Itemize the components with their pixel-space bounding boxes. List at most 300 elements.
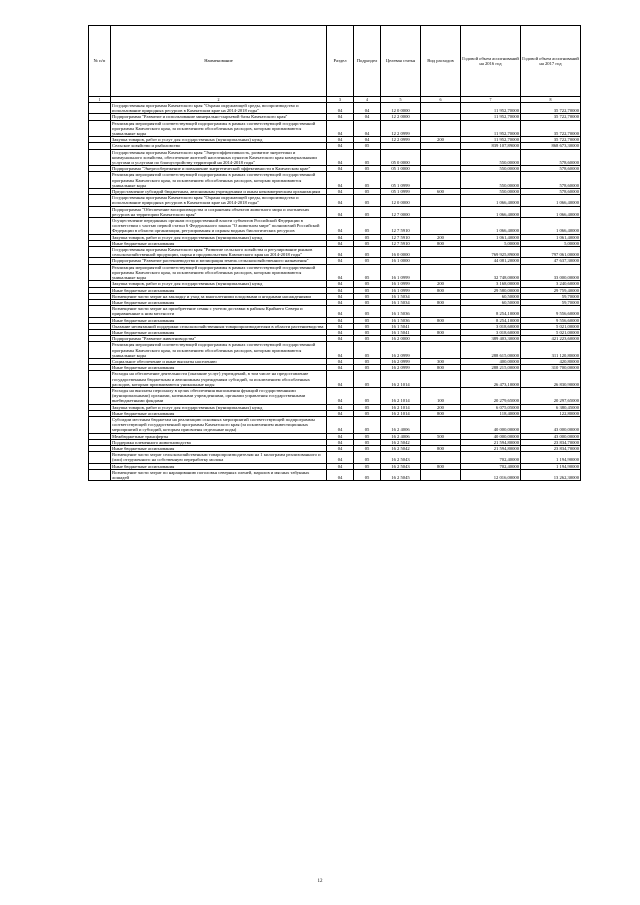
header-2017: Годовой объем ассигнований на 2017 год xyxy=(521,26,581,97)
cell-name: Оказание несвязанной поддержки сельскохозяйственным товаропроизводителям в области растениеводства xyxy=(111,323,327,329)
cell-podrazdel: 05 xyxy=(354,189,381,195)
cell-razdel: 04 xyxy=(327,452,354,463)
cell-2016: 1 066,40000 xyxy=(461,206,521,217)
cell-razdel: 04 xyxy=(327,439,354,445)
cell-podrazdel: 05 xyxy=(354,195,381,206)
col-num-2: 2 xyxy=(111,97,327,103)
cell-razdel: 04 xyxy=(327,206,354,217)
cell-expense-type: 300 xyxy=(421,358,461,364)
cell-podrazdel: 05 xyxy=(354,247,381,258)
cell-podrazdel: 05 xyxy=(354,258,381,264)
cell-2016: 3 018,60000 xyxy=(461,329,521,335)
cell-name: Иные бюджетные ассигнования xyxy=(111,317,327,323)
cell-name: Иные бюджетные ассигнования xyxy=(111,410,327,416)
cell-2017: 122,80000 xyxy=(521,410,581,416)
cell-podrazdel: 05 xyxy=(354,469,381,480)
cell-num xyxy=(89,120,111,137)
cell-2016: 21 594,80000 xyxy=(461,439,521,445)
cell-name: Подпрограмма "Развитие растениеводства и мелиорация земель сельскохозяйственного назначения" xyxy=(111,258,327,264)
cell-name: Возмещение части затрат на приобретение семян с учетом доставки в районы Крайнего Севера и приравненные к ним местности xyxy=(111,306,327,317)
cell-target-article: 16 1 5034 xyxy=(381,293,421,299)
cell-2016: 288 615,00000 xyxy=(461,342,521,359)
cell-num xyxy=(89,206,111,217)
cell-name: Подпрограмма "Энергосбережение и повышение энергетической эффективности в Камчатском крае" xyxy=(111,166,327,172)
cell-name: Возмещение части затрат на закладку и уход за многолетними плодовыми и ягодными насаждениями xyxy=(111,293,327,299)
cell-2016: 288 215,00000 xyxy=(461,365,521,371)
cell-num xyxy=(89,247,111,258)
cell-2016: 11 952,70000 xyxy=(461,120,521,137)
cell-podrazdel: 05 xyxy=(354,358,381,364)
cell-target-article: 16 1 0999 xyxy=(381,287,421,293)
cell-2016: 1 066,40000 xyxy=(461,195,521,206)
cell-target-article: 05 1 0999 xyxy=(381,189,421,195)
cell-podrazdel: 04 xyxy=(354,137,381,143)
cell-2017: 1 066,40000 xyxy=(521,195,581,206)
cell-target-article: 05 1 0000 xyxy=(381,166,421,172)
cell-2017: 9 556,60000 xyxy=(521,317,581,323)
cell-razdel: 04 xyxy=(327,247,354,258)
cell-2017: 310 700,00000 xyxy=(521,365,581,371)
table-row xyxy=(89,264,581,281)
cell-target-article: 16 2 1014 xyxy=(381,387,421,404)
cell-podrazdel: 05 xyxy=(354,323,381,329)
cell-num xyxy=(89,469,111,480)
cell-2017: 29 759,40000 xyxy=(521,287,581,293)
cell-2017: 578,60000 xyxy=(521,189,581,195)
col-num-4: 4 xyxy=(354,97,381,103)
cell-razdel: 04 xyxy=(327,365,354,371)
cell-expense-type xyxy=(421,264,461,281)
cell-expense-type: 600 xyxy=(421,189,461,195)
cell-expense-type xyxy=(421,120,461,137)
cell-num xyxy=(89,218,111,235)
cell-2017: 23 834,70000 xyxy=(521,439,581,445)
cell-2017: 35 722,70000 xyxy=(521,120,581,137)
cell-name: Государственная программа Камчатского края "Развитие сельского хозяйства и регулирование рынков сельскохозяйственной продукции, сырья и продовольствия Камчатского края на 2014-2018 годы" xyxy=(111,247,327,258)
cell-podrazdel: 05 xyxy=(354,299,381,305)
cell-2017: 35 722,70000 xyxy=(521,137,581,143)
cell-razdel: 04 xyxy=(327,195,354,206)
cell-razdel: 04 xyxy=(327,323,354,329)
table-body xyxy=(89,103,581,481)
cell-2016: 11 952,70000 xyxy=(461,103,521,114)
cell-target-article: 16 2 4006 xyxy=(381,433,421,439)
cell-num xyxy=(89,149,111,166)
table-row xyxy=(89,195,581,206)
cell-2017: 1 061,40000 xyxy=(521,234,581,240)
cell-2017: 1 066,40000 xyxy=(521,206,581,217)
cell-podrazdel: 05 xyxy=(354,166,381,172)
cell-2016: 60,50000 xyxy=(461,299,521,305)
cell-podrazdel: 05 xyxy=(354,293,381,299)
cell-num xyxy=(89,306,111,317)
cell-razdel: 04 xyxy=(327,445,354,451)
cell-2016: 6 075,05000 xyxy=(461,404,521,410)
cell-2016: 21 594,80000 xyxy=(461,445,521,451)
cell-expense-type: 800 xyxy=(421,329,461,335)
cell-target-article: 12 7 0000 xyxy=(381,206,421,217)
col-num-1: 1 xyxy=(89,97,111,103)
cell-2016: 8 254,10000 xyxy=(461,306,521,317)
cell-name: Социальное обеспечение и иные выплаты населению xyxy=(111,358,327,364)
cell-target-article: 16 2 0000 xyxy=(381,336,421,342)
table-row xyxy=(89,172,581,189)
cell-2016: 118,40000 xyxy=(461,410,521,416)
cell-razdel: 04 xyxy=(327,293,354,299)
cell-razdel: 04 xyxy=(327,103,354,114)
cell-2016: 60,50000 xyxy=(461,293,521,299)
header-num: № п/п xyxy=(89,26,111,97)
cell-num xyxy=(89,195,111,206)
cell-name: Государственная программа Камчатского края "Охрана окружающей среды, воспроизводство и использование природных ресурсов в Камчатском крае на 2014-2018 годы" xyxy=(111,103,327,114)
cell-expense-type: 800 xyxy=(421,410,461,416)
cell-2016: 550,00000 xyxy=(461,189,521,195)
cell-2016: 400,00000 xyxy=(461,358,521,364)
cell-name: Межбюджетные трансферты xyxy=(111,433,327,439)
cell-target-article: 16 1 5036 xyxy=(381,306,421,317)
cell-2017: 59,70000 xyxy=(521,299,581,305)
cell-expense-type xyxy=(421,306,461,317)
cell-2016: 20 279,65000 xyxy=(461,387,521,404)
cell-expense-type xyxy=(421,206,461,217)
cell-expense-type: 800 xyxy=(421,365,461,371)
cell-name: Осуществление переданных органам государственной власти субъектов Российской Федерации в соответствии с частью первой статьи 6 Федерального закона "О животном мире" полномочий Российской Федерации в области организации, регулирования и охраны водных биологических ресурсов xyxy=(111,218,327,235)
cell-num xyxy=(89,416,111,433)
col-num-3: 3 xyxy=(327,97,354,103)
cell-expense-type xyxy=(421,416,461,433)
header-podrazdel: Подраздел xyxy=(354,26,381,97)
cell-expense-type xyxy=(421,149,461,166)
cell-2017: 13 262,30000 xyxy=(521,469,581,480)
cell-expense-type xyxy=(421,103,461,114)
cell-2016: 3 168,00000 xyxy=(461,281,521,287)
cell-2017: 47 637,30000 xyxy=(521,258,581,264)
cell-name: Подпрограмма "Обеспечение воспроизводства и сохранения объектов животного мира и охотничьих ресурсов на территории Камчатского края" xyxy=(111,206,327,217)
cell-target-article: 16 1 5036 xyxy=(381,317,421,323)
table-row xyxy=(89,371,581,388)
cell-razdel: 04 xyxy=(327,433,354,439)
cell-2016: 550,00000 xyxy=(461,149,521,166)
cell-razdel: 04 xyxy=(327,172,354,189)
cell-target-article: 16 2 1014 xyxy=(381,404,421,410)
cell-name: Иные бюджетные ассигнования xyxy=(111,287,327,293)
table-row xyxy=(89,206,581,217)
cell-name: Иные бюджетные ассигнования xyxy=(111,365,327,371)
cell-podrazdel: 04 xyxy=(354,114,381,120)
cell-2017: 578,60000 xyxy=(521,149,581,166)
cell-razdel: 04 xyxy=(327,258,354,264)
cell-target-article: 16 1 5034 xyxy=(381,299,421,305)
cell-name: Государственная программа Камчатского края "Энергоэффективность, развитие энергетики и коммунального хозяйства, обеспечение жителей населенных пунктов Камчатского края коммунальными услугами и услугами по благоустройству территорий на 2014-2018 годы" xyxy=(111,149,327,166)
header-name: Наименование xyxy=(111,26,327,97)
document-page xyxy=(88,25,580,481)
cell-razdel: 04 xyxy=(327,329,354,335)
cell-name: Возмещение части затрат по наращиванию поголовья северных оленей, маралов и мясных табунных лошадей xyxy=(111,469,327,480)
cell-2017: 578,60000 xyxy=(521,166,581,172)
cell-2017: 5,00000 xyxy=(521,240,581,246)
header-expense-type: Вид расходов xyxy=(421,26,461,97)
cell-2016: 702,40000 xyxy=(461,463,521,469)
cell-razdel: 04 xyxy=(327,299,354,305)
col-num-5: 5 xyxy=(381,97,421,103)
cell-target-article: 12 0 0000 xyxy=(381,195,421,206)
cell-target-article: 16 2 5043 xyxy=(381,463,421,469)
cell-expense-type: 800 xyxy=(421,317,461,323)
cell-razdel: 04 xyxy=(327,240,354,246)
cell-target-article: 16 2 1014 xyxy=(381,371,421,388)
cell-name: Предоставление субсидий бюджетным, автономным учреждениям и иным некоммерческим организациям xyxy=(111,189,327,195)
cell-2017: 1 194,90000 xyxy=(521,463,581,469)
cell-expense-type xyxy=(421,469,461,480)
cell-name: Государственная программа Камчатского края "Охрана окружающей среды, воспроизводство и использование природных ресурсов в Камчатском крае на 2014-2018 годы" xyxy=(111,195,327,206)
cell-2016: 1 061,40000 xyxy=(461,234,521,240)
cell-target-article: 16 1 5041 xyxy=(381,323,421,329)
cell-2016: 3 018,60000 xyxy=(461,323,521,329)
cell-razdel: 04 xyxy=(327,149,354,166)
cell-2017: 3 240,60000 xyxy=(521,281,581,287)
cell-2017: 9 556,60000 xyxy=(521,306,581,317)
cell-target-article: 05 0 0000 xyxy=(381,149,421,166)
cell-podrazdel: 05 xyxy=(354,387,381,404)
cell-razdel: 04 xyxy=(327,143,354,149)
cell-2016: 1 066,40000 xyxy=(461,218,521,235)
cell-name: Сельское хозяйство и рыболовство xyxy=(111,143,327,149)
cell-expense-type: 500 xyxy=(421,433,461,439)
header-target-article: Целевая статья xyxy=(381,26,421,97)
cell-target-article: 12 2 0999 xyxy=(381,137,421,143)
cell-2017: 421 223,60000 xyxy=(521,336,581,342)
cell-expense-type xyxy=(421,195,461,206)
cell-2016: 32 748,00000 xyxy=(461,264,521,281)
cell-2017: 35 722,70000 xyxy=(521,114,581,120)
cell-razdel: 04 xyxy=(327,416,354,433)
cell-podrazdel: 05 xyxy=(354,206,381,217)
table-row xyxy=(89,387,581,404)
cell-num xyxy=(89,452,111,463)
cell-target-article: 05 1 0999 xyxy=(381,172,421,189)
cell-num xyxy=(89,387,111,404)
table-row xyxy=(89,120,581,137)
cell-razdel: 04 xyxy=(327,387,354,404)
cell-razdel: 04 xyxy=(327,287,354,293)
cell-2017: 43 000,00000 xyxy=(521,433,581,439)
cell-name: Подпрограмма "Развитие животноводства" xyxy=(111,336,327,342)
cell-target-article: 16 2 4006 xyxy=(381,416,421,433)
table-row xyxy=(89,469,581,480)
cell-target-article: 12 7 5910 xyxy=(381,218,421,235)
cell-target-article: 16 1 0000 xyxy=(381,258,421,264)
cell-podrazdel: 05 xyxy=(354,317,381,323)
cell-podrazdel: 05 xyxy=(354,416,381,433)
cell-name: Реализация мероприятий соответствующей подпрограммы в рамках соответствующей государственной программы Камчатского края, за исключением обособленных расходов, которым присваиваются уникальные коды xyxy=(111,120,327,137)
cell-target-article: 12 2 0000 xyxy=(381,114,421,120)
cell-podrazdel: 05 xyxy=(354,439,381,445)
cell-name: Реализация мероприятий соответствующей подпрограммы в рамках соответствующей государственной программы Камчатского края, за исключением обособленных расходов, которым присваиваются уникальные коды xyxy=(111,342,327,359)
col-num-7: 7 xyxy=(461,97,521,103)
cell-razdel: 04 xyxy=(327,306,354,317)
table-row xyxy=(89,218,581,235)
cell-razdel: 04 xyxy=(327,166,354,172)
cell-name: Подпрограмма "Развитие и использование минерально-сырьевой базы Камчатского края" xyxy=(111,114,327,120)
cell-razdel: 04 xyxy=(327,137,354,143)
table-row xyxy=(89,103,581,114)
cell-target-article: 16 2 5042 xyxy=(381,445,421,451)
cell-podrazdel: 05 xyxy=(354,143,381,149)
table-row xyxy=(89,452,581,463)
cell-2017: 23 834,70000 xyxy=(521,445,581,451)
cell-2016: 11 952,70000 xyxy=(461,114,521,120)
cell-target-article: 12 7 5910 xyxy=(381,234,421,240)
cell-name: Реализация мероприятий соответствующей подпрограммы в рамках соответствующей государственной программы Камчатского края, за исключением обособленных расходов, которым присваиваются уникальные коды xyxy=(111,172,327,189)
cell-expense-type: 800 xyxy=(421,287,461,293)
cell-2017: 59,70000 xyxy=(521,293,581,299)
cell-podrazdel: 05 xyxy=(354,445,381,451)
cell-2017: 420,80000 xyxy=(521,358,581,364)
cell-name: Закупка товаров, работ и услуг для государственных (муниципальных) нужд xyxy=(111,404,327,410)
cell-name: Субсидии местным бюджетам на реализацию основных мероприятий соответствующей подпрограммы соответствующей государственной программы Камчатского края (за исключением инвестиционных мероприятий и субсидий, которым присвоены отдельные коды) xyxy=(111,416,327,433)
cell-expense-type xyxy=(421,172,461,189)
cell-num xyxy=(89,103,111,114)
cell-podrazdel: 05 xyxy=(354,410,381,416)
cell-razdel: 04 xyxy=(327,218,354,235)
cell-2017: 26 830,90000 xyxy=(521,371,581,388)
cell-target-article: 16 1 0999 xyxy=(381,264,421,281)
cell-target-article: 12 0 0000 xyxy=(381,103,421,114)
table-row xyxy=(89,416,581,433)
cell-razdel: 04 xyxy=(327,410,354,416)
cell-target-article: 16 2 0999 xyxy=(381,358,421,364)
cell-2016: 550,00000 xyxy=(461,166,521,172)
table-row xyxy=(89,306,581,317)
cell-num xyxy=(89,264,111,281)
cell-podrazdel: 05 xyxy=(354,452,381,463)
cell-podrazdel: 05 xyxy=(354,463,381,469)
cell-podrazdel: 05 xyxy=(354,433,381,439)
cell-name: Иные бюджетные ассигнования xyxy=(111,240,327,246)
cell-razdel: 04 xyxy=(327,114,354,120)
cell-razdel: 04 xyxy=(327,281,354,287)
col-num-8: 8 xyxy=(521,97,581,103)
cell-expense-type xyxy=(421,452,461,463)
cell-2016: 8 254,10000 xyxy=(461,317,521,323)
cell-razdel: 04 xyxy=(327,120,354,137)
table-header-row xyxy=(89,26,581,97)
cell-name: Расходы на обеспечение деятельности (оказание услуг) учреждений, в том числе на предоставление государственным бюджетным и автономным учреждениям субсидий, за исключением обособленных расходов, которым присваиваются уникальные коды xyxy=(111,371,327,388)
cell-podrazdel: 05 xyxy=(354,336,381,342)
cell-expense-type: 200 xyxy=(421,404,461,410)
cell-2017: 20 297,65000 xyxy=(521,387,581,404)
cell-2017: 5 021,00000 xyxy=(521,329,581,335)
cell-2017: 1 194,90000 xyxy=(521,452,581,463)
cell-podrazdel: 04 xyxy=(354,103,381,114)
cell-num xyxy=(89,342,111,359)
cell-razdel: 04 xyxy=(327,463,354,469)
table-row xyxy=(89,149,581,166)
cell-name: Иные бюджетные ассигнования xyxy=(111,329,327,335)
cell-2017: 578,60000 xyxy=(521,172,581,189)
col-num-6: 6 xyxy=(421,97,461,103)
cell-name: Иные бюджетные ассигнования xyxy=(111,445,327,451)
cell-target-article: 16 1 0999 xyxy=(381,281,421,287)
cell-target-article: 16 2 5043 xyxy=(381,452,421,463)
cell-2016: 5,00000 xyxy=(461,240,521,246)
cell-expense-type: 800 xyxy=(421,299,461,305)
cell-razdel: 04 xyxy=(327,189,354,195)
table-row xyxy=(89,342,581,359)
budget-table xyxy=(88,25,581,481)
cell-podrazdel: 05 xyxy=(354,371,381,388)
cell-podrazdel: 05 xyxy=(354,149,381,166)
cell-podrazdel: 05 xyxy=(354,329,381,335)
cell-2017: 33 000,00000 xyxy=(521,264,581,281)
cell-2017: 6 380,45000 xyxy=(521,404,581,410)
header-2016: Годовой объем ассигнований на 2016 год xyxy=(461,26,521,97)
cell-name: Иные бюджетные ассигнования xyxy=(111,299,327,305)
cell-2016: 702,40000 xyxy=(461,452,521,463)
cell-podrazdel: 05 xyxy=(354,365,381,371)
cell-name: Реализация мероприятий соответствующей подпрограммы в рамках соответствующей государственной программы Камчатского края, за исключением обособленных расходов, которым присваиваются уникальные коды xyxy=(111,264,327,281)
cell-target-article: 16 2 5042 xyxy=(381,439,421,445)
cell-2016: 40 000,00000 xyxy=(461,433,521,439)
cell-podrazdel: 05 xyxy=(354,172,381,189)
cell-target-article: 16 2 0999 xyxy=(381,365,421,371)
cell-podrazdel: 05 xyxy=(354,234,381,240)
cell-2016: 11 952,70000 xyxy=(461,137,521,143)
cell-podrazdel: 04 xyxy=(354,120,381,137)
table-row xyxy=(89,247,581,258)
cell-razdel: 04 xyxy=(327,371,354,388)
cell-num xyxy=(89,172,111,189)
cell-razdel: 04 xyxy=(327,342,354,359)
cell-name: Возмещение части затрат сельскохозяйственным товаропроизводителям на 1 килограмм реализованного и (или) отгруженного на собственную переработку молока xyxy=(111,452,327,463)
cell-target-article: 16 2 0999 xyxy=(381,342,421,359)
cell-expense-type xyxy=(421,342,461,359)
cell-expense-type: 800 xyxy=(421,240,461,246)
cell-target-article: 16 1 5041 xyxy=(381,329,421,335)
cell-2017: 1 066,40000 xyxy=(521,218,581,235)
cell-podrazdel: 05 xyxy=(354,342,381,359)
cell-podrazdel: 05 xyxy=(354,264,381,281)
cell-name: Поддержка племенного животноводства xyxy=(111,439,327,445)
cell-name: Расходы на выплаты персоналу в целях обеспечения выполнения функций государственными (муниципальными) органами, казенными учреждениями, органами управления государственными внебюджетными фондами xyxy=(111,387,327,404)
cell-2016: 389 403,30000 xyxy=(461,336,521,342)
cell-2017: 311 120,80000 xyxy=(521,342,581,359)
cell-target-article: 12 2 0999 xyxy=(381,120,421,137)
cell-2016: 12 016,00000 xyxy=(461,469,521,480)
cell-target-article: 12 7 5910 xyxy=(381,240,421,246)
cell-expense-type xyxy=(421,247,461,258)
cell-razdel: 04 xyxy=(327,317,354,323)
cell-expense-type: 200 xyxy=(421,137,461,143)
cell-razdel: 04 xyxy=(327,264,354,281)
cell-razdel: 04 xyxy=(327,404,354,410)
cell-target-article: 16 0 0000 xyxy=(381,247,421,258)
cell-podrazdel: 05 xyxy=(354,240,381,246)
cell-expense-type xyxy=(421,371,461,388)
cell-expense-type: 200 xyxy=(421,234,461,240)
cell-2017: 797 061,00000 xyxy=(521,247,581,258)
cell-2016: 839 107,89000 xyxy=(461,143,521,149)
cell-2017: 868 673,30000 xyxy=(521,143,581,149)
cell-target-article: 16 2 1014 xyxy=(381,410,421,416)
cell-2017: 43 000,00000 xyxy=(521,416,581,433)
cell-num xyxy=(89,371,111,388)
cell-2016: 29 580,00000 xyxy=(461,287,521,293)
cell-podrazdel: 05 xyxy=(354,287,381,293)
cell-expense-type: 800 xyxy=(421,445,461,451)
cell-target-article: 16 2 5045 xyxy=(381,469,421,480)
cell-podrazdel: 05 xyxy=(354,281,381,287)
